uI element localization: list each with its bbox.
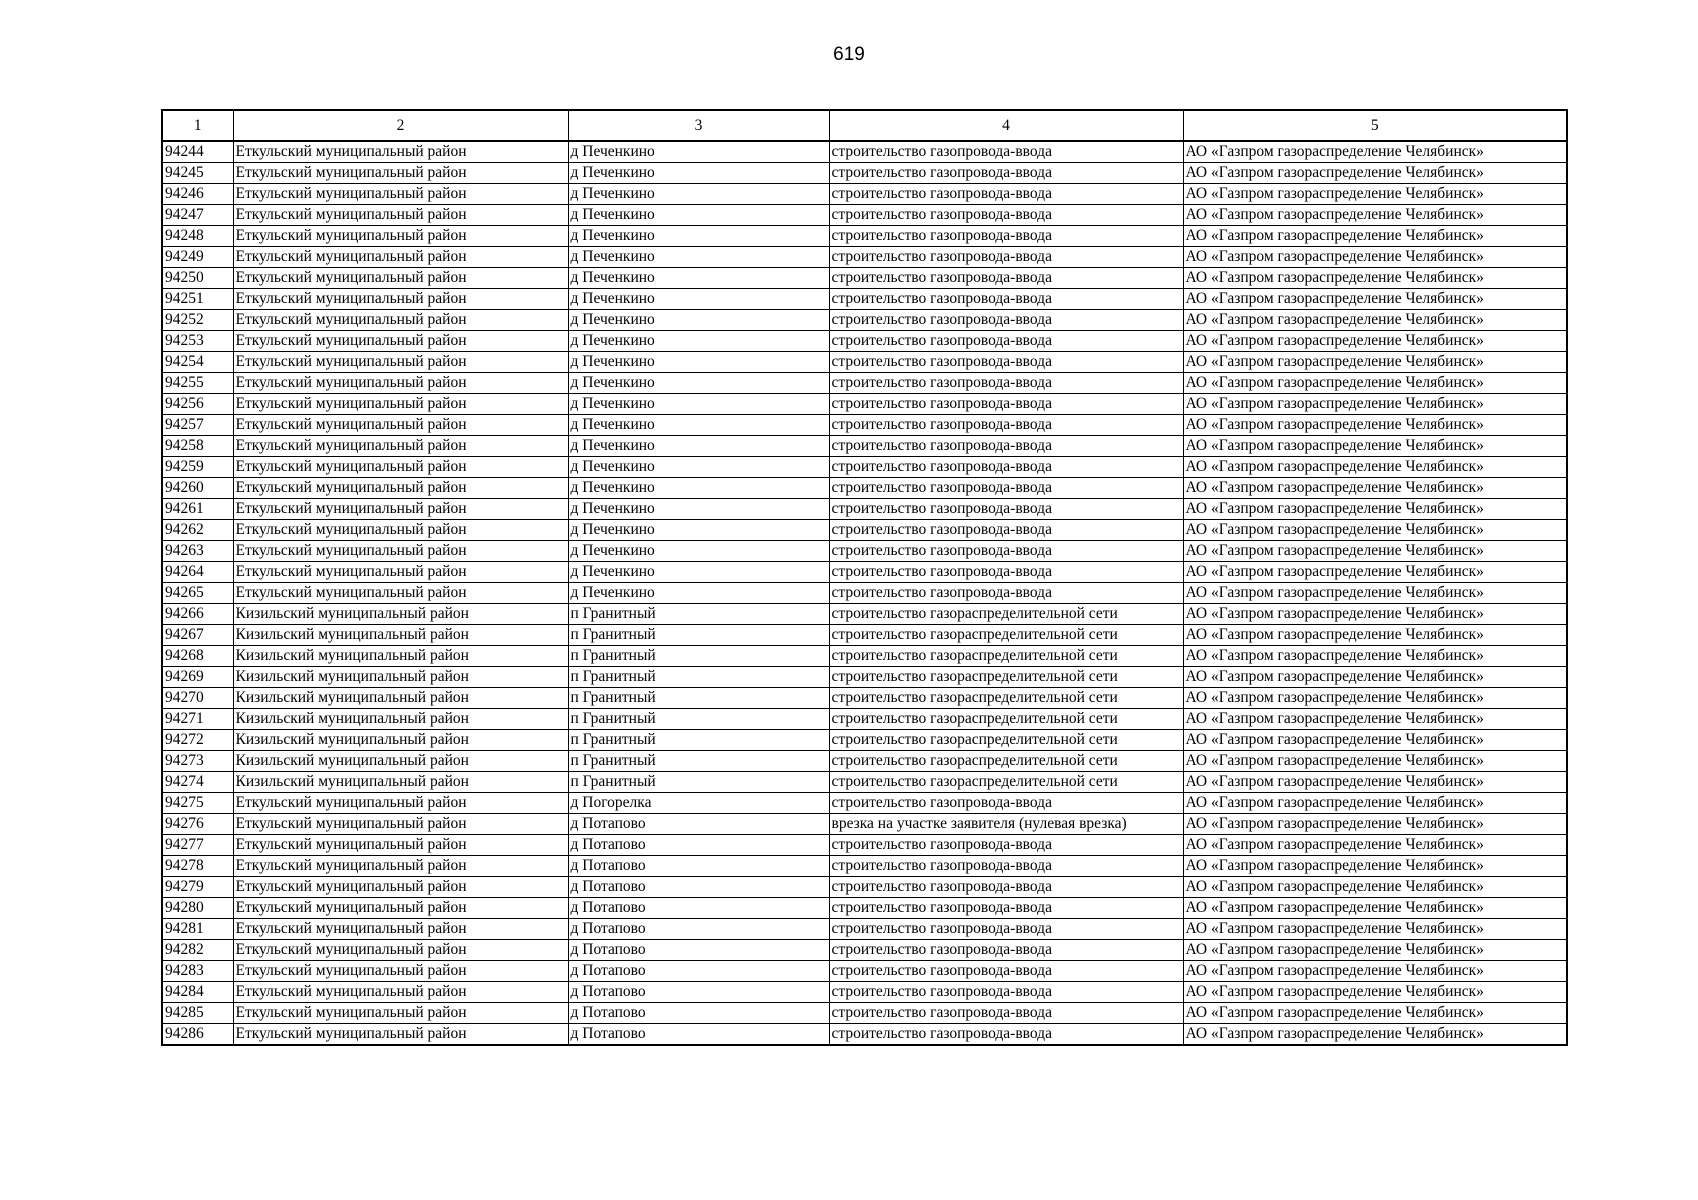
organization-cell: АО «Газпром газораспределение Челябинск» [1183, 730, 1567, 751]
district-cell: Кизильский муниципальный район [233, 709, 568, 730]
district-cell: Еткульский муниципальный район [233, 982, 568, 1003]
table-row [162, 1024, 1567, 1046]
settlement-cell: п Гранитный [568, 625, 829, 646]
work-type-cell: строительство газопровода-ввода [829, 520, 1183, 541]
work-type-cell: строительство газопровода-ввода [829, 877, 1183, 898]
row-number-cell: 94249 [162, 247, 233, 268]
column-header-5: 5 [1183, 110, 1567, 141]
table-row [162, 793, 1567, 814]
organization-cell: АО «Газпром газораспределение Челябинск» [1183, 141, 1567, 163]
row-number-cell: 94252 [162, 310, 233, 331]
work-type-cell: строительство газопровода-ввода [829, 247, 1183, 268]
work-type-cell: строительство газораспределительной сети [829, 667, 1183, 688]
table-row [162, 205, 1567, 226]
organization-cell: АО «Газпром газораспределение Челябинск» [1183, 184, 1567, 205]
district-cell: Еткульский муниципальный район [233, 268, 568, 289]
row-number-cell: 94267 [162, 625, 233, 646]
table-body [162, 141, 1567, 1045]
table-row [162, 877, 1567, 898]
work-type-cell: строительство газопровода-ввода [829, 499, 1183, 520]
district-cell: Еткульский муниципальный район [233, 205, 568, 226]
settlement-cell: д Потапово [568, 1003, 829, 1024]
row-number-cell: 94272 [162, 730, 233, 751]
district-cell: Еткульский муниципальный район [233, 562, 568, 583]
district-cell: Еткульский муниципальный район [233, 877, 568, 898]
table-row [162, 310, 1567, 331]
row-number-cell: 94278 [162, 856, 233, 877]
row-number-cell: 94260 [162, 478, 233, 499]
row-number-cell: 94280 [162, 898, 233, 919]
column-header-4: 4 [829, 110, 1183, 141]
organization-cell: АО «Газпром газораспределение Челябинск» [1183, 352, 1567, 373]
organization-cell: АО «Газпром газораспределение Челябинск» [1183, 646, 1567, 667]
settlement-cell: д Печенкино [568, 352, 829, 373]
organization-cell: АО «Газпром газораспределение Челябинск» [1183, 520, 1567, 541]
work-type-cell: строительство газопровода-ввода [829, 205, 1183, 226]
row-number-cell: 94279 [162, 877, 233, 898]
work-type-cell: строительство газопровода-ввода [829, 919, 1183, 940]
settlement-cell: д Печенкино [568, 541, 829, 562]
table-row [162, 373, 1567, 394]
organization-cell: АО «Газпром газораспределение Челябинск» [1183, 877, 1567, 898]
work-type-cell: строительство газопровода-ввода [829, 562, 1183, 583]
settlement-cell: п Гранитный [568, 751, 829, 772]
column-header-3: 3 [568, 110, 829, 141]
work-type-cell: строительство газораспределительной сети [829, 709, 1183, 730]
organization-cell: АО «Газпром газораспределение Челябинск» [1183, 436, 1567, 457]
organization-cell: АО «Газпром газораспределение Челябинск» [1183, 814, 1567, 835]
table-row [162, 352, 1567, 373]
organization-cell: АО «Газпром газораспределение Челябинск» [1183, 205, 1567, 226]
organization-cell: АО «Газпром газораспределение Челябинск» [1183, 394, 1567, 415]
organization-cell: АО «Газпром газораспределение Челябинск» [1183, 541, 1567, 562]
work-type-cell: строительство газопровода-ввода [829, 331, 1183, 352]
district-cell: Еткульский муниципальный район [233, 814, 568, 835]
settlement-cell: д Печенкино [568, 436, 829, 457]
district-cell: Кизильский муниципальный район [233, 667, 568, 688]
table-row [162, 541, 1567, 562]
work-type-cell: строительство газопровода-ввода [829, 226, 1183, 247]
organization-cell: АО «Газпром газораспределение Челябинск» [1183, 919, 1567, 940]
district-cell: Еткульский муниципальный район [233, 961, 568, 982]
work-type-cell: строительство газораспределительной сети [829, 646, 1183, 667]
district-cell: Еткульский муниципальный район [233, 1024, 568, 1046]
organization-cell: АО «Газпром газораспределение Челябинск» [1183, 331, 1567, 352]
organization-cell: АО «Газпром газораспределение Челябинск» [1183, 793, 1567, 814]
table-row [162, 604, 1567, 625]
organization-cell: АО «Газпром газораспределение Челябинск» [1183, 772, 1567, 793]
work-type-cell: строительство газораспределительной сети [829, 625, 1183, 646]
organization-cell: АО «Газпром газораспределение Челябинск» [1183, 961, 1567, 982]
work-type-cell: строительство газопровода-ввода [829, 982, 1183, 1003]
row-number-cell: 94257 [162, 415, 233, 436]
settlement-cell: п Гранитный [568, 688, 829, 709]
table-row [162, 688, 1567, 709]
table-row [162, 247, 1567, 268]
organization-cell: АО «Газпром газораспределение Челябинск» [1183, 268, 1567, 289]
district-cell: Кизильский муниципальный район [233, 625, 568, 646]
organization-cell: АО «Газпром газораспределение Челябинск» [1183, 1003, 1567, 1024]
table-row [162, 646, 1567, 667]
table-row [162, 961, 1567, 982]
settlement-cell: д Печенкино [568, 141, 829, 163]
district-cell: Еткульский муниципальный район [233, 793, 568, 814]
row-number-cell: 94276 [162, 814, 233, 835]
work-type-cell: строительство газопровода-ввода [829, 141, 1183, 163]
organization-cell: АО «Газпром газораспределение Челябинск» [1183, 226, 1567, 247]
district-cell: Еткульский муниципальный район [233, 520, 568, 541]
table-row [162, 289, 1567, 310]
table-row [162, 583, 1567, 604]
district-cell: Еткульский муниципальный район [233, 415, 568, 436]
settlement-cell: д Печенкино [568, 331, 829, 352]
row-number-cell: 94256 [162, 394, 233, 415]
work-type-cell: строительство газопровода-ввода [829, 835, 1183, 856]
table-row [162, 919, 1567, 940]
table-row [162, 751, 1567, 772]
district-cell: Еткульский муниципальный район [233, 940, 568, 961]
district-cell: Еткульский муниципальный район [233, 226, 568, 247]
work-type-cell: строительство газопровода-ввода [829, 793, 1183, 814]
row-number-cell: 94263 [162, 541, 233, 562]
table-row [162, 835, 1567, 856]
work-type-cell: строительство газопровода-ввода [829, 310, 1183, 331]
district-cell: Кизильский муниципальный район [233, 604, 568, 625]
work-type-cell: строительство газопровода-ввода [829, 898, 1183, 919]
settlement-cell: д Потапово [568, 814, 829, 835]
settlement-cell: д Потапово [568, 940, 829, 961]
row-number-cell: 94254 [162, 352, 233, 373]
row-number-cell: 94270 [162, 688, 233, 709]
row-number-cell: 94247 [162, 205, 233, 226]
row-number-cell: 94269 [162, 667, 233, 688]
organization-cell: АО «Газпром газораспределение Челябинск» [1183, 835, 1567, 856]
table-row [162, 520, 1567, 541]
settlement-cell: п Гранитный [568, 709, 829, 730]
settlement-cell: п Гранитный [568, 772, 829, 793]
settlement-cell: д Потапово [568, 919, 829, 940]
district-cell: Еткульский муниципальный район [233, 457, 568, 478]
district-cell: Еткульский муниципальный район [233, 436, 568, 457]
work-type-cell: строительство газопровода-ввода [829, 961, 1183, 982]
settlement-cell: д Потапово [568, 1024, 829, 1046]
organization-cell: АО «Газпром газораспределение Челябинск» [1183, 163, 1567, 184]
work-type-cell: строительство газопровода-ввода [829, 184, 1183, 205]
table-row [162, 478, 1567, 499]
district-cell: Еткульский муниципальный район [233, 247, 568, 268]
work-type-cell: строительство газопровода-ввода [829, 373, 1183, 394]
organization-cell: АО «Газпром газораспределение Челябинск» [1183, 289, 1567, 310]
table-row [162, 394, 1567, 415]
work-type-cell: строительство газопровода-ввода [829, 583, 1183, 604]
work-type-cell: строительство газопровода-ввода [829, 478, 1183, 499]
settlement-cell: д Печенкино [568, 184, 829, 205]
page-number: 619 [833, 44, 865, 65]
table-row [162, 499, 1567, 520]
settlement-cell: д Печенкино [568, 247, 829, 268]
settlement-cell: д Печенкино [568, 562, 829, 583]
data-table [161, 109, 1568, 1046]
settlement-cell: д Потапово [568, 856, 829, 877]
work-type-cell: строительство газораспределительной сети [829, 604, 1183, 625]
row-number-cell: 94258 [162, 436, 233, 457]
row-number-cell: 94268 [162, 646, 233, 667]
organization-cell: АО «Газпром газораспределение Челябинск» [1183, 856, 1567, 877]
district-cell: Еткульский муниципальный район [233, 583, 568, 604]
row-number-cell: 94245 [162, 163, 233, 184]
settlement-cell: д Потапово [568, 835, 829, 856]
organization-cell: АО «Газпром газораспределение Челябинск» [1183, 982, 1567, 1003]
organization-cell: АО «Газпром газораспределение Челябинск» [1183, 478, 1567, 499]
settlement-cell: д Потапово [568, 982, 829, 1003]
settlement-cell: д Печенкино [568, 499, 829, 520]
table-row [162, 814, 1567, 835]
settlement-cell: д Погорелка [568, 793, 829, 814]
work-type-cell: строительство газораспределительной сети [829, 730, 1183, 751]
district-cell: Кизильский муниципальный район [233, 772, 568, 793]
table-row [162, 856, 1567, 877]
work-type-cell: строительство газопровода-ввода [829, 1024, 1183, 1046]
district-cell: Еткульский муниципальный район [233, 541, 568, 562]
row-number-cell: 94284 [162, 982, 233, 1003]
district-cell: Еткульский муниципальный район [233, 478, 568, 499]
organization-cell: АО «Газпром газораспределение Челябинск» [1183, 247, 1567, 268]
settlement-cell: п Гранитный [568, 646, 829, 667]
work-type-cell: строительство газопровода-ввода [829, 856, 1183, 877]
settlement-cell: д Печенкино [568, 310, 829, 331]
row-number-cell: 94248 [162, 226, 233, 247]
district-cell: Еткульский муниципальный район [233, 184, 568, 205]
settlement-cell: д Печенкино [568, 163, 829, 184]
district-cell: Еткульский муниципальный район [233, 499, 568, 520]
organization-cell: АО «Газпром газораспределение Челябинск» [1183, 310, 1567, 331]
row-number-cell: 94251 [162, 289, 233, 310]
district-cell: Еткульский муниципальный район [233, 352, 568, 373]
work-type-cell: строительство газораспределительной сети [829, 688, 1183, 709]
table-row [162, 268, 1567, 289]
settlement-cell: п Гранитный [568, 730, 829, 751]
district-cell: Еткульский муниципальный район [233, 141, 568, 163]
settlement-cell: д Печенкино [568, 268, 829, 289]
table-row [162, 415, 1567, 436]
work-type-cell: строительство газопровода-ввода [829, 457, 1183, 478]
row-number-cell: 94264 [162, 562, 233, 583]
work-type-cell: строительство газораспределительной сети [829, 751, 1183, 772]
district-cell: Кизильский муниципальный район [233, 688, 568, 709]
settlement-cell: д Печенкино [568, 415, 829, 436]
table-row [162, 141, 1567, 163]
organization-cell: АО «Газпром газораспределение Челябинск» [1183, 688, 1567, 709]
row-number-cell: 94266 [162, 604, 233, 625]
organization-cell: АО «Газпром газораспределение Челябинск» [1183, 898, 1567, 919]
table-row [162, 898, 1567, 919]
row-number-cell: 94250 [162, 268, 233, 289]
work-type-cell: строительство газопровода-ввода [829, 163, 1183, 184]
organization-cell: АО «Газпром газораспределение Челябинск» [1183, 373, 1567, 394]
row-number-cell: 94281 [162, 919, 233, 940]
table-row [162, 625, 1567, 646]
column-header-2: 2 [233, 110, 568, 141]
district-cell: Еткульский муниципальный район [233, 394, 568, 415]
district-cell: Еткульский муниципальный район [233, 1003, 568, 1024]
work-type-cell: строительство газопровода-ввода [829, 940, 1183, 961]
settlement-cell: д Печенкино [568, 226, 829, 247]
district-cell: Кизильский муниципальный район [233, 646, 568, 667]
work-type-cell: строительство газопровода-ввода [829, 436, 1183, 457]
table-row [162, 709, 1567, 730]
work-type-cell: строительство газопровода-ввода [829, 415, 1183, 436]
settlement-cell: д Печенкино [568, 205, 829, 226]
table-row [162, 1003, 1567, 1024]
row-number-cell: 94285 [162, 1003, 233, 1024]
table-row [162, 562, 1567, 583]
table-row [162, 436, 1567, 457]
district-cell: Еткульский муниципальный район [233, 163, 568, 184]
district-cell: Еткульский муниципальный район [233, 856, 568, 877]
table-header-row [162, 110, 1567, 141]
table-row [162, 184, 1567, 205]
settlement-cell: д Печенкино [568, 520, 829, 541]
district-cell: Кизильский муниципальный район [233, 751, 568, 772]
row-number-cell: 94282 [162, 940, 233, 961]
work-type-cell: строительство газопровода-ввода [829, 268, 1183, 289]
organization-cell: АО «Газпром газораспределение Челябинск» [1183, 583, 1567, 604]
organization-cell: АО «Газпром газораспределение Челябинск» [1183, 667, 1567, 688]
settlement-cell: д Печенкино [568, 478, 829, 499]
row-number-cell: 94265 [162, 583, 233, 604]
organization-cell: АО «Газпром газораспределение Челябинск» [1183, 457, 1567, 478]
row-number-cell: 94253 [162, 331, 233, 352]
settlement-cell: д Потапово [568, 898, 829, 919]
table-row [162, 940, 1567, 961]
table-row [162, 667, 1567, 688]
table-row [162, 772, 1567, 793]
row-number-cell: 94255 [162, 373, 233, 394]
organization-cell: АО «Газпром газораспределение Челябинск» [1183, 562, 1567, 583]
work-type-cell: врезка на участке заявителя (нулевая врезка) [829, 814, 1183, 835]
organization-cell: АО «Газпром газораспределение Челябинск» [1183, 499, 1567, 520]
settlement-cell: д Печенкино [568, 373, 829, 394]
settlement-cell: д Печенкино [568, 289, 829, 310]
row-number-cell: 94274 [162, 772, 233, 793]
settlement-cell: п Гранитный [568, 667, 829, 688]
organization-cell: АО «Газпром газораспределение Челябинск» [1183, 625, 1567, 646]
work-type-cell: строительство газопровода-ввода [829, 1003, 1183, 1024]
row-number-cell: 94246 [162, 184, 233, 205]
row-number-cell: 94271 [162, 709, 233, 730]
row-number-cell: 94286 [162, 1024, 233, 1046]
district-cell: Еткульский муниципальный район [233, 919, 568, 940]
organization-cell: АО «Газпром газораспределение Челябинск» [1183, 604, 1567, 625]
table-row [162, 163, 1567, 184]
settlement-cell: д Печенкино [568, 457, 829, 478]
settlement-cell: д Печенкино [568, 394, 829, 415]
district-cell: Еткульский муниципальный район [233, 898, 568, 919]
table-row [162, 982, 1567, 1003]
row-number-cell: 94275 [162, 793, 233, 814]
organization-cell: АО «Газпром газораспределение Челябинск» [1183, 940, 1567, 961]
organization-cell: АО «Газпром газораспределение Челябинск» [1183, 751, 1567, 772]
organization-cell: АО «Газпром газораспределение Челябинск» [1183, 1024, 1567, 1046]
row-number-cell: 94277 [162, 835, 233, 856]
table-row [162, 226, 1567, 247]
organization-cell: АО «Газпром газораспределение Челябинск» [1183, 709, 1567, 730]
settlement-cell: д Потапово [568, 961, 829, 982]
work-type-cell: строительство газораспределительной сети [829, 772, 1183, 793]
settlement-cell: д Печенкино [568, 583, 829, 604]
work-type-cell: строительство газопровода-ввода [829, 394, 1183, 415]
row-number-cell: 94273 [162, 751, 233, 772]
row-number-cell: 94283 [162, 961, 233, 982]
district-cell: Кизильский муниципальный район [233, 730, 568, 751]
district-cell: Еткульский муниципальный район [233, 331, 568, 352]
settlement-cell: п Гранитный [568, 604, 829, 625]
settlement-cell: д Потапово [568, 877, 829, 898]
column-header-1: 1 [162, 110, 233, 141]
row-number-cell: 94262 [162, 520, 233, 541]
work-type-cell: строительство газопровода-ввода [829, 289, 1183, 310]
organization-cell: АО «Газпром газораспределение Челябинск» [1183, 415, 1567, 436]
district-cell: Еткульский муниципальный район [233, 373, 568, 394]
row-number-cell: 94261 [162, 499, 233, 520]
district-cell: Еткульский муниципальный район [233, 289, 568, 310]
district-cell: Еткульский муниципальный район [233, 835, 568, 856]
table-row [162, 331, 1567, 352]
table-row [162, 457, 1567, 478]
work-type-cell: строительство газопровода-ввода [829, 541, 1183, 562]
district-cell: Еткульский муниципальный район [233, 310, 568, 331]
work-type-cell: строительство газопровода-ввода [829, 352, 1183, 373]
row-number-cell: 94244 [162, 141, 233, 163]
row-number-cell: 94259 [162, 457, 233, 478]
table-row [162, 730, 1567, 751]
